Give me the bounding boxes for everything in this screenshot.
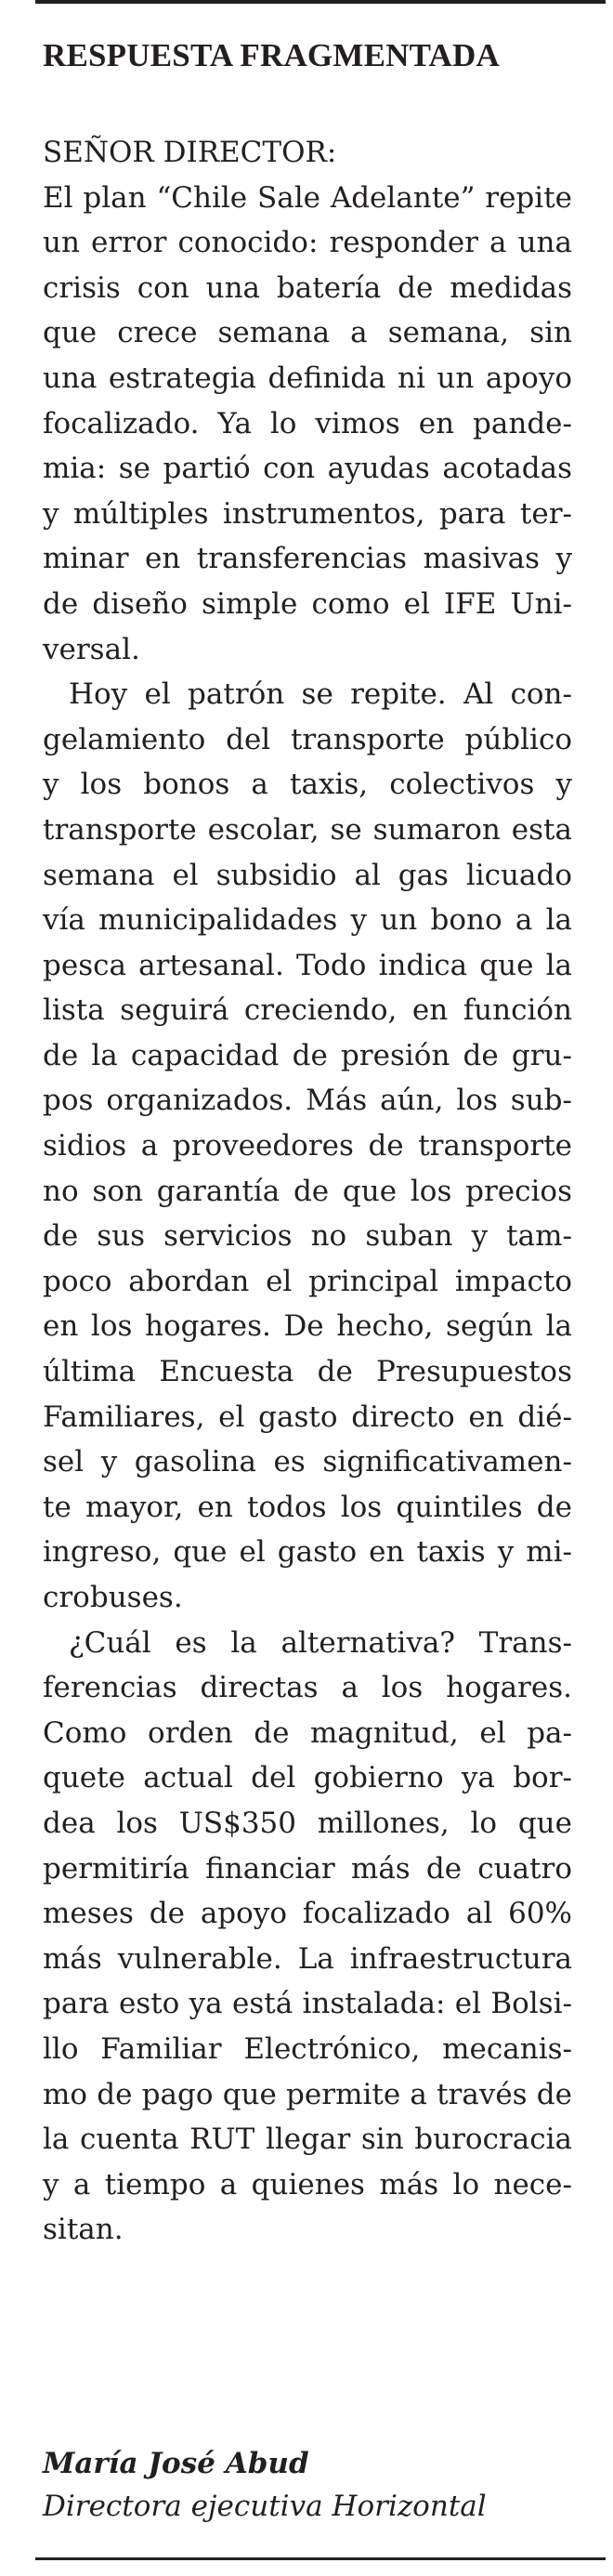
paragraph-start: Hoy el patrón se repite. Al con- xyxy=(69,677,572,712)
body-line: de la capacidad de presión de gru- xyxy=(43,1038,572,1072)
body-line: llo Familiar Electrónico, mecanis- xyxy=(43,2031,572,2066)
body-line: un error conocido: responder a una xyxy=(43,226,572,260)
body-line: última Encuesta de Presupuestos xyxy=(43,1355,572,1389)
body-line: más vulnerable. La infraestructura xyxy=(43,1941,572,1976)
body-line: sitan. xyxy=(43,2213,124,2247)
body-line: Como orden de magnitud, el pa- xyxy=(43,1715,572,1750)
body-line: de diseño simple como el IFE Uni- xyxy=(43,586,572,621)
body-line: crisis con una batería de medidas xyxy=(43,270,572,305)
body-line: Familiares, el gasto directo en dié- xyxy=(43,1400,572,1434)
letter-body xyxy=(43,130,572,2253)
body-line: quete actual del gobierno ya bor- xyxy=(43,1761,572,1795)
body-line: semana el subsidio al gas licuado xyxy=(43,858,572,892)
paragraph-start: ¿Cuál es la alternativa? Trans- xyxy=(69,1625,572,1660)
author-role: Directora ejecutiva Horizontal xyxy=(43,2490,487,2523)
bottom-rule xyxy=(35,2557,606,2560)
body-line: permitiría financiar más de cuatro xyxy=(43,1851,572,1886)
body-line: para esto ya está instalada: el Bolsi- xyxy=(43,1987,572,2021)
body-line: pesca artesanal. Todo indica que la xyxy=(43,948,572,982)
body-line: que crece semana a semana, sin xyxy=(43,316,572,350)
body-line: en los hogares. De hecho, según la xyxy=(43,1309,572,1344)
body-line: meses de apoyo focalizado al 60% xyxy=(43,1897,572,1931)
body-line: minar en transferencias masivas y xyxy=(43,542,572,576)
salutation: SEÑOR DIRECTOR: xyxy=(43,136,337,169)
body-line: sel y gasolina es significativamen- xyxy=(43,1445,572,1479)
body-line: versal. xyxy=(43,632,140,666)
article-headline: RESPUESTA FRAGMENTADA xyxy=(43,37,500,73)
body-line: te mayor, en todos los quintiles de xyxy=(43,1490,572,1524)
body-line: poco abordan el principal impacto xyxy=(43,1264,572,1298)
body-line: mo de pago que permite a través de xyxy=(43,2077,572,2111)
body-line: ingreso, que el gasto en taxis y mi- xyxy=(43,1535,572,1570)
body-line: gelamiento del transporte público xyxy=(43,722,572,756)
body-line: dea los US$350 millones, lo que xyxy=(43,1806,572,1840)
body-line: transporte escolar, se sumaron esta xyxy=(43,812,572,847)
body-line: mia: se partió con ayudas acotadas xyxy=(43,452,572,486)
body-line: y a tiempo a quienes más lo nece- xyxy=(43,2167,572,2201)
body-line: vía municipalidades y un bono a la xyxy=(43,903,572,938)
top-rule xyxy=(35,0,606,4)
body-line: y los bonos a taxis, colectivos y xyxy=(43,768,572,802)
body-line: El plan “Chile Sale Adelante” repite xyxy=(43,180,572,215)
body-line: de sus servicios no suban y tam- xyxy=(43,1219,572,1254)
body-line: la cuenta RUT llegar sin burocracia xyxy=(43,2123,572,2157)
body-line: una estrategia definida ni un apoyo xyxy=(43,361,572,395)
author-name: María José Abud xyxy=(43,2447,309,2480)
signature-block xyxy=(43,2442,487,2528)
body-line: focalizado. Ya lo vimos en pande- xyxy=(43,406,572,440)
body-line: no son garantía de que los precios xyxy=(43,1174,572,1208)
body-line: y múltiples instrumentos, para ter- xyxy=(43,496,572,531)
body-line: lista seguirá creciendo, en función xyxy=(43,993,572,1028)
body-line: sidios a proveedores de transporte xyxy=(43,1129,572,1163)
body-line: ferencias directas a los hogares. xyxy=(43,1671,572,1705)
body-line: pos organizados. Más aún, los sub- xyxy=(43,1084,572,1118)
body-line: crobuses. xyxy=(43,1581,183,1614)
